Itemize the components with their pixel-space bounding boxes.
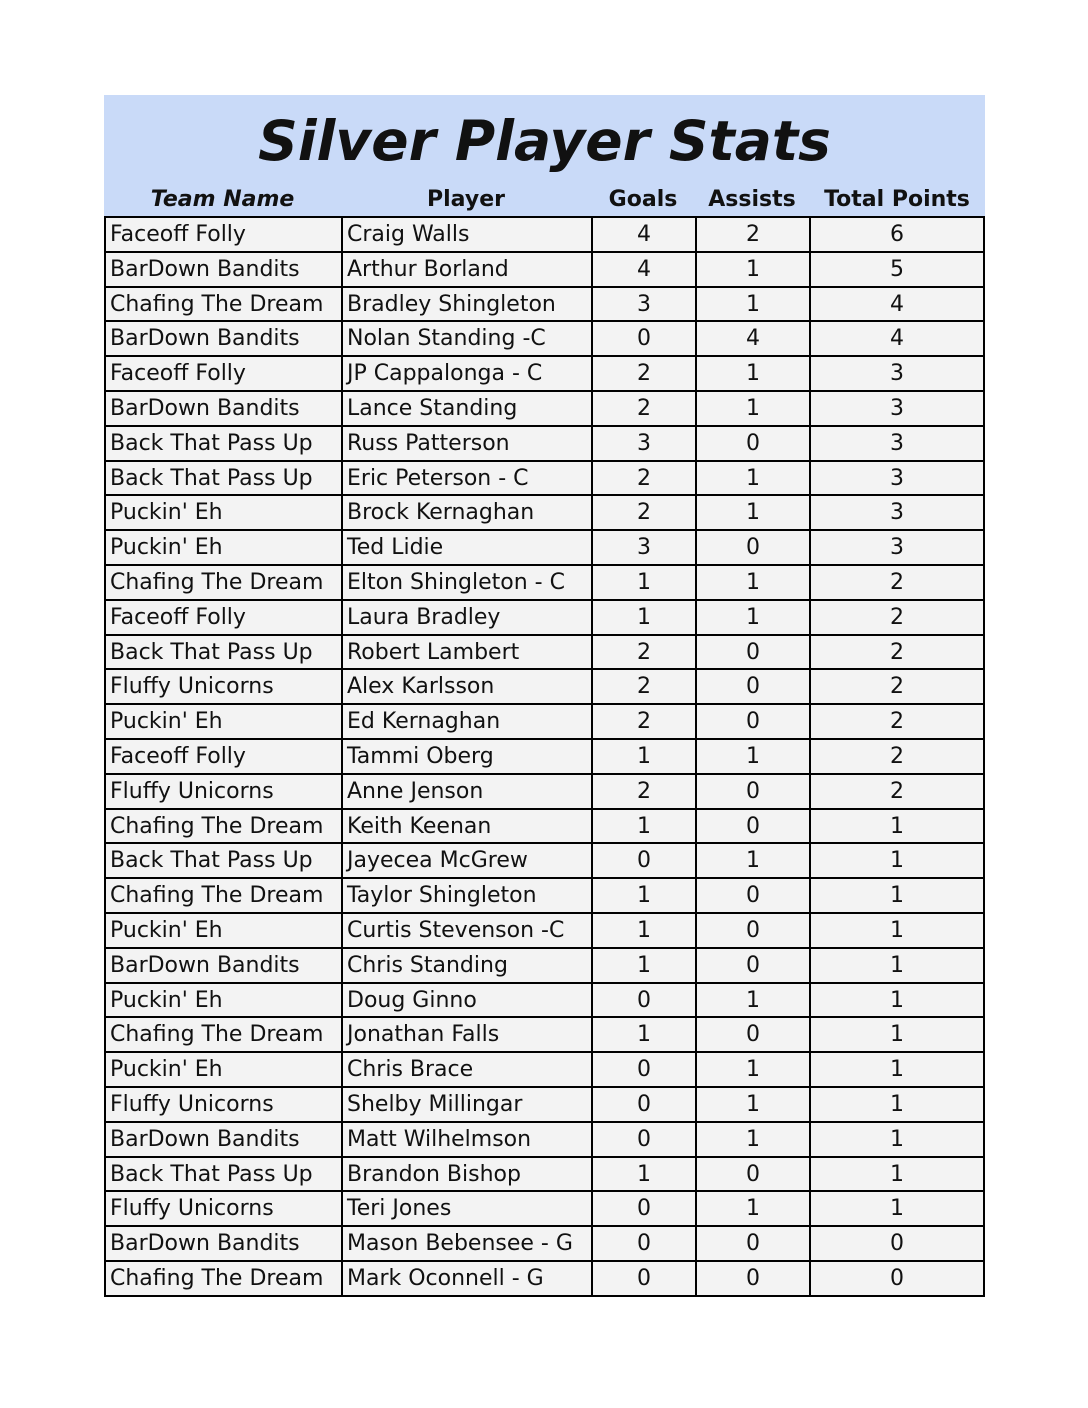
table-row: [106, 1192, 985, 1227]
goals-cell: 2: [593, 670, 697, 705]
team-cell: Chafing The Dream: [106, 879, 343, 914]
column-header-goals: Goals: [608, 187, 678, 212]
goals-cell: 1: [593, 566, 697, 601]
team-cell: BarDown Bandits: [106, 1227, 343, 1262]
player-cell: Ed Kernaghan: [343, 705, 593, 740]
team-cell: Back That Pass Up: [106, 1158, 343, 1193]
goals-cell: 2: [593, 636, 697, 671]
goals-cell: 2: [593, 462, 697, 497]
player-cell: Alex Karlsson: [343, 670, 593, 705]
goals-cell: 1: [593, 949, 697, 984]
assists-cell: 0: [697, 670, 811, 705]
goals-cell: 0: [593, 1262, 697, 1297]
column-header-team: Team Name: [150, 187, 295, 212]
team-cell: Faceoff Folly: [106, 601, 343, 636]
team-cell: Fluffy Unicorns: [106, 1192, 343, 1227]
player-cell: Keith Keenan: [343, 810, 593, 845]
player-cell: Nolan Standing -C: [343, 322, 593, 357]
goals-cell: 0: [593, 1227, 697, 1262]
team-cell: Fluffy Unicorns: [106, 775, 343, 810]
table-row: [106, 322, 985, 357]
assists-cell: 1: [697, 288, 811, 323]
table-row: [106, 462, 985, 497]
goals-cell: 3: [593, 288, 697, 323]
assists-cell: 1: [697, 601, 811, 636]
total-points-cell: 1: [811, 949, 985, 984]
goals-cell: 2: [593, 705, 697, 740]
team-cell: Puckin' Eh: [106, 914, 343, 949]
table-row: [106, 357, 985, 392]
table-row: [106, 670, 985, 705]
total-points-cell: 1: [811, 844, 985, 879]
total-points-cell: 3: [811, 357, 985, 392]
assists-cell: 0: [697, 1158, 811, 1193]
player-cell: Brock Kernaghan: [343, 496, 593, 531]
total-points-cell: 1: [811, 984, 985, 1019]
goals-cell: 2: [593, 357, 697, 392]
player-cell: Matt Wilhelmson: [343, 1123, 593, 1158]
assists-cell: 0: [697, 1227, 811, 1262]
player-cell: Mark Oconnell - G: [343, 1262, 593, 1297]
assists-cell: 1: [697, 253, 811, 288]
team-cell: Puckin' Eh: [106, 705, 343, 740]
player-cell: Ted Lidie: [343, 531, 593, 566]
team-cell: Fluffy Unicorns: [106, 670, 343, 705]
player-cell: Shelby Millingar: [343, 1088, 593, 1123]
assists-cell: 1: [697, 566, 811, 601]
total-points-cell: 3: [811, 531, 985, 566]
player-cell: Elton Shingleton - C: [343, 566, 593, 601]
team-cell: Chafing The Dream: [106, 566, 343, 601]
table-row: [106, 636, 985, 671]
team-cell: Puckin' Eh: [106, 1053, 343, 1088]
team-cell: Chafing The Dream: [106, 1262, 343, 1297]
assists-cell: 0: [697, 879, 811, 914]
total-points-cell: 1: [811, 810, 985, 845]
total-points-cell: 6: [811, 218, 985, 253]
team-cell: Back That Pass Up: [106, 427, 343, 462]
assists-cell: 1: [697, 740, 811, 775]
goals-cell: 3: [593, 531, 697, 566]
player-cell: Curtis Stevenson -C: [343, 914, 593, 949]
assists-cell: 0: [697, 914, 811, 949]
table-row: [106, 949, 985, 984]
team-cell: Back That Pass Up: [106, 844, 343, 879]
team-cell: Chafing The Dream: [106, 288, 343, 323]
assists-cell: 0: [697, 427, 811, 462]
assists-cell: 0: [697, 775, 811, 810]
total-points-cell: 0: [811, 1227, 985, 1262]
team-cell: Chafing The Dream: [106, 810, 343, 845]
goals-cell: 0: [593, 1088, 697, 1123]
player-cell: Craig Walls: [343, 218, 593, 253]
total-points-cell: 2: [811, 775, 985, 810]
goals-cell: 0: [593, 322, 697, 357]
goals-cell: 3: [593, 427, 697, 462]
column-header-player: Player: [427, 187, 505, 212]
total-points-cell: 4: [811, 322, 985, 357]
column-header-row: [104, 183, 985, 216]
assists-cell: 1: [697, 392, 811, 427]
total-points-cell: 2: [811, 636, 985, 671]
goals-cell: 0: [593, 844, 697, 879]
total-points-cell: 1: [811, 1053, 985, 1088]
assists-cell: 1: [697, 496, 811, 531]
assists-cell: 1: [697, 844, 811, 879]
total-points-cell: 2: [811, 705, 985, 740]
assists-cell: 0: [697, 949, 811, 984]
total-points-cell: 2: [811, 601, 985, 636]
total-points-cell: 3: [811, 427, 985, 462]
goals-cell: 1: [593, 914, 697, 949]
column-header-total-points: Total Points: [824, 187, 970, 212]
table-row: [106, 740, 985, 775]
assists-cell: 2: [697, 218, 811, 253]
team-cell: Back That Pass Up: [106, 462, 343, 497]
column-header-assists: Assists: [708, 187, 796, 212]
team-cell: Faceoff Folly: [106, 218, 343, 253]
total-points-cell: 3: [811, 462, 985, 497]
table-row: [106, 1227, 985, 1262]
table-row: [106, 914, 985, 949]
assists-cell: 0: [697, 636, 811, 671]
goals-cell: 0: [593, 1123, 697, 1158]
goals-cell: 2: [593, 496, 697, 531]
assists-cell: 1: [697, 1123, 811, 1158]
table-row: [106, 879, 985, 914]
team-cell: Faceoff Folly: [106, 357, 343, 392]
table-row: [106, 218, 985, 253]
assists-cell: 0: [697, 810, 811, 845]
table-row: [106, 1262, 985, 1297]
stats-table: [104, 216, 985, 1297]
player-cell: Tammi Oberg: [343, 740, 593, 775]
goals-cell: 1: [593, 810, 697, 845]
goals-cell: 1: [593, 740, 697, 775]
player-cell: Arthur Borland: [343, 253, 593, 288]
assists-cell: 0: [697, 705, 811, 740]
total-points-cell: 5: [811, 253, 985, 288]
table-row: [106, 566, 985, 601]
assists-cell: 0: [697, 1018, 811, 1053]
total-points-cell: 3: [811, 496, 985, 531]
table-row: [106, 1123, 985, 1158]
team-cell: BarDown Bandits: [106, 949, 343, 984]
player-cell: Lance Standing: [343, 392, 593, 427]
table-row: [106, 775, 985, 810]
total-points-cell: 1: [811, 1158, 985, 1193]
assists-cell: 1: [697, 1088, 811, 1123]
title-header: [104, 95, 985, 216]
player-cell: Laura Bradley: [343, 601, 593, 636]
goals-cell: 2: [593, 392, 697, 427]
total-points-cell: 1: [811, 1088, 985, 1123]
table-row: [106, 984, 985, 1019]
page-title: Silver Player Stats: [258, 109, 831, 173]
goals-cell: 1: [593, 879, 697, 914]
goals-cell: 1: [593, 1158, 697, 1193]
player-cell: Jonathan Falls: [343, 1018, 593, 1053]
goals-cell: 1: [593, 601, 697, 636]
total-points-cell: 1: [811, 1123, 985, 1158]
player-cell: Robert Lambert: [343, 636, 593, 671]
table-row: [106, 531, 985, 566]
total-points-cell: 2: [811, 566, 985, 601]
player-cell: Jayecea McGrew: [343, 844, 593, 879]
player-cell: Bradley Shingleton: [343, 288, 593, 323]
team-cell: Back That Pass Up: [106, 636, 343, 671]
total-points-cell: 0: [811, 1262, 985, 1297]
total-points-cell: 1: [811, 1018, 985, 1053]
table-row: [106, 392, 985, 427]
table-row: [106, 1018, 985, 1053]
team-cell: Fluffy Unicorns: [106, 1088, 343, 1123]
assists-cell: 0: [697, 1262, 811, 1297]
goals-cell: 4: [593, 218, 697, 253]
assists-cell: 1: [697, 984, 811, 1019]
player-cell: Mason Bebensee - G: [343, 1227, 593, 1262]
stats-sheet: [104, 95, 985, 1297]
total-points-cell: 3: [811, 392, 985, 427]
player-cell: Chris Brace: [343, 1053, 593, 1088]
total-points-cell: 1: [811, 1192, 985, 1227]
table-row: [106, 288, 985, 323]
team-cell: BarDown Bandits: [106, 1123, 343, 1158]
assists-cell: 1: [697, 357, 811, 392]
player-cell: Anne Jenson: [343, 775, 593, 810]
total-points-cell: 4: [811, 288, 985, 323]
assists-cell: 4: [697, 322, 811, 357]
total-points-cell: 2: [811, 670, 985, 705]
table-row: [106, 496, 985, 531]
team-cell: Faceoff Folly: [106, 740, 343, 775]
table-row: [106, 1088, 985, 1123]
goals-cell: 0: [593, 1192, 697, 1227]
team-cell: Puckin' Eh: [106, 984, 343, 1019]
goals-cell: 1: [593, 1018, 697, 1053]
goals-cell: 4: [593, 253, 697, 288]
assists-cell: 0: [697, 531, 811, 566]
table-row: [106, 844, 985, 879]
assists-cell: 1: [697, 1053, 811, 1088]
player-cell: Doug Ginno: [343, 984, 593, 1019]
player-cell: JP Cappalonga - C: [343, 357, 593, 392]
table-row: [106, 1158, 985, 1193]
table-row: [106, 427, 985, 462]
table-row: [106, 1053, 985, 1088]
table-row: [106, 253, 985, 288]
total-points-cell: 1: [811, 879, 985, 914]
assists-cell: 1: [697, 462, 811, 497]
team-cell: Puckin' Eh: [106, 496, 343, 531]
team-cell: BarDown Bandits: [106, 322, 343, 357]
player-cell: Taylor Shingleton: [343, 879, 593, 914]
total-points-cell: 2: [811, 740, 985, 775]
player-cell: Brandon Bishop: [343, 1158, 593, 1193]
player-cell: Teri Jones: [343, 1192, 593, 1227]
team-cell: Puckin' Eh: [106, 531, 343, 566]
player-cell: Eric Peterson - C: [343, 462, 593, 497]
table-row: [106, 810, 985, 845]
goals-cell: 0: [593, 1053, 697, 1088]
player-cell: Chris Standing: [343, 949, 593, 984]
team-cell: BarDown Bandits: [106, 253, 343, 288]
table-row: [106, 705, 985, 740]
team-cell: BarDown Bandits: [106, 392, 343, 427]
table-row: [106, 601, 985, 636]
goals-cell: 2: [593, 775, 697, 810]
team-cell: Chafing The Dream: [106, 1018, 343, 1053]
player-cell: Russ Patterson: [343, 427, 593, 462]
assists-cell: 1: [697, 1192, 811, 1227]
goals-cell: 0: [593, 984, 697, 1019]
total-points-cell: 1: [811, 914, 985, 949]
